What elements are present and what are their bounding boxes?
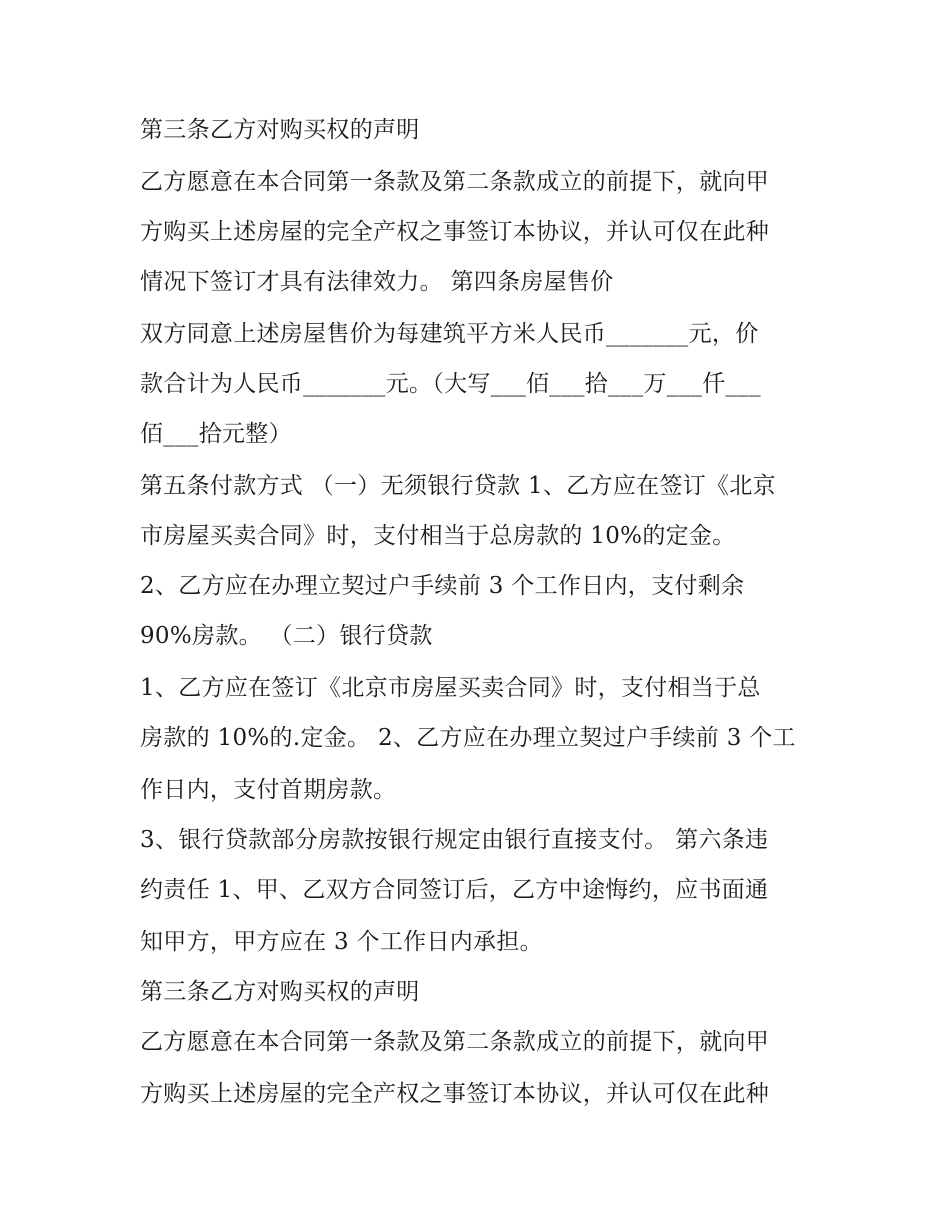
text-line: 乙方愿意在本合同第一条款及第二条款成立的前提下，就向甲 xyxy=(140,1029,770,1055)
text-line: 第三条乙方对购买权的声明 xyxy=(140,117,420,143)
text-line: 知甲方，甲方应在 3 个工作日内承担。 xyxy=(140,929,543,955)
text-line: 情况下签订才具有法律效力。 第四条房屋售价 xyxy=(140,269,614,295)
text-line: 方购买上述房屋的完全产权之事签订本协议，并认可仅在此种 xyxy=(140,219,770,245)
text-line: 90%房款。 （二）银行贷款 xyxy=(140,623,433,649)
text-line: 双方同意上述房屋售价为每建筑平方米人民币_______元，价 xyxy=(140,321,759,347)
text-line: 第五条付款方式 （一）无须银行贷款 1、乙方应在签订《北京 xyxy=(140,473,776,499)
text-line: 乙方愿意在本合同第一条款及第二条款成立的前提下，就向甲 xyxy=(140,169,770,195)
text-line: 市房屋买卖合同》时，支付相当于总房款的 10%的定金。 xyxy=(140,523,736,549)
text-line: 作日内，支付首期房款。 xyxy=(140,777,397,803)
text-line: 佰___拾元整） xyxy=(140,421,292,447)
text-line: 约责任 1、甲、乙双方合同签订后，乙方中途悔约，应书面通 xyxy=(140,877,769,903)
text-line: 第三条乙方对购买权的声明 xyxy=(140,979,420,1005)
text-line: 2、乙方应在办理立契过户手续前 3 个工作日内，支付剩余 xyxy=(140,573,745,599)
text-line: 款合计为人民币_______元。（大写___佰___拾___万___仟___ xyxy=(140,371,761,397)
text-line: 1、乙方应在签订《北京市房屋买卖合同》时，支付相当于总 xyxy=(140,675,761,701)
text-line: 房款的 10%的.定金。 2、乙方应在办理立契过户手续前 3 个工 xyxy=(140,725,796,751)
text-line: 3、银行贷款部分房款按银行规定由银行直接支付。 第六条违 xyxy=(140,827,769,853)
text-line: 方购买上述房屋的完全产权之事签订本协议，并认可仅在此种 xyxy=(140,1081,770,1107)
